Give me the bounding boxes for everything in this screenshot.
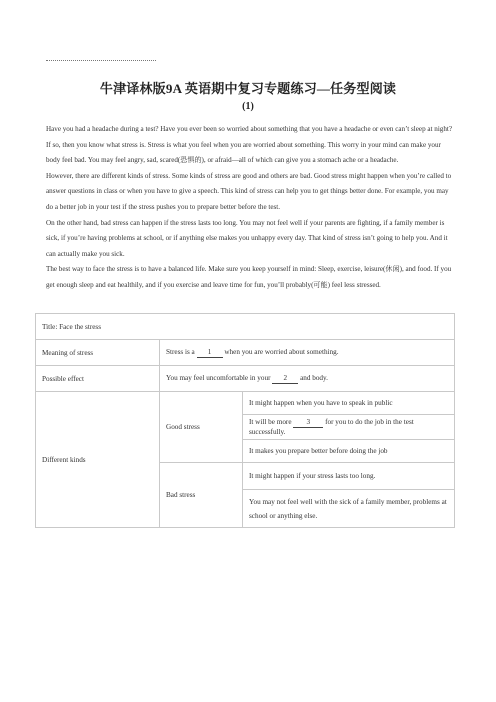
reading-passage — [46, 122, 456, 294]
meaning-text-before: Stress is a — [166, 347, 197, 356]
good-stress-item-1: It might happen when you have to speak in public — [243, 392, 455, 415]
blank-1[interactable]: 1 — [197, 348, 223, 358]
good-item2-after: for you to do the job in the test successfully. — [249, 418, 414, 436]
bad-stress-item-1: It might happen if your stress lasts too long. — [243, 463, 455, 490]
passage-paragraph-4: The best way to face the stress is to have a balanced life. Make sure you keep yourself in mind: Sleep, exercise, leisure(休闲), and food. If you get enough sleep and eat healthily, and if you exercise and leave time for fun, you’ll probably(可能) feel less stressed. — [46, 265, 452, 289]
effect-text-after: and body. — [298, 373, 328, 382]
page-title: 牛津译林版9A 英语期中复习专题练习—任务型阅读 — [99, 81, 397, 96]
effect-content — [160, 366, 455, 392]
effect-text-before: You may feel uncomfortable in your — [166, 373, 273, 382]
passage-paragraph-2: However, there are different kinds of stress. Some kinds of stress are good and others are bad. Good stress might happen when you’re called to answer questions in class or when you have to give a speech. This kind of stress can help you to get things better done. For example, you may do a better job in your test if the stress pushes you to prepare better before the test. — [46, 171, 452, 211]
good-stress-label: Good stress — [160, 392, 243, 463]
kinds-label: Different kinds — [36, 392, 160, 528]
table-row — [36, 392, 455, 415]
meaning-label: Meaning of stress — [36, 340, 160, 366]
table-row — [36, 314, 455, 340]
bad-stress-item-2: You may not feel well with the sick of a family member, problems at school or anything else. — [243, 490, 455, 528]
passage-paragraph-3: On the other hand, bad stress can happen if the stress lasts too long. You may not feel well if your parents are fighting, if a family member is sick, if you’re having problems at school, or if anything else makes you unhappy every day. That kind of stress isn’t going to help you. And it can actually make you sick. — [46, 218, 448, 258]
passage-paragraph-1: Have you had a headache during a test? Have you ever been so worried about something that you have a headache or even can’t sleep at night? If so, then you know what stress is. Stress is what you feel when you are worried about something. This worry in your mind can make your body feel bad. You may feel angry, sad, scared(恐惧的), or afraid—all of which can give you a stomach ache or a headache. — [46, 125, 453, 165]
blank-2[interactable]: 2 — [272, 374, 298, 384]
table-title-cell: Title: Face the stress — [36, 314, 455, 340]
blank-3[interactable]: 3 — [293, 418, 323, 428]
task-table — [35, 313, 455, 528]
table-row — [36, 366, 455, 392]
meaning-text-after: when you are worried about something. — [222, 347, 339, 356]
meaning-content — [160, 340, 455, 366]
good-item2-before: It will be more — [249, 418, 294, 426]
effect-label: Possible effect — [36, 366, 160, 392]
good-stress-item-2 — [243, 415, 455, 440]
header-dotted-line — [46, 60, 156, 61]
bad-stress-label: Bad stress — [160, 463, 243, 528]
table-row — [36, 340, 455, 366]
section-number: (1) — [242, 101, 254, 112]
good-stress-item-3: It makes you prepare better before doing the job — [243, 440, 455, 463]
